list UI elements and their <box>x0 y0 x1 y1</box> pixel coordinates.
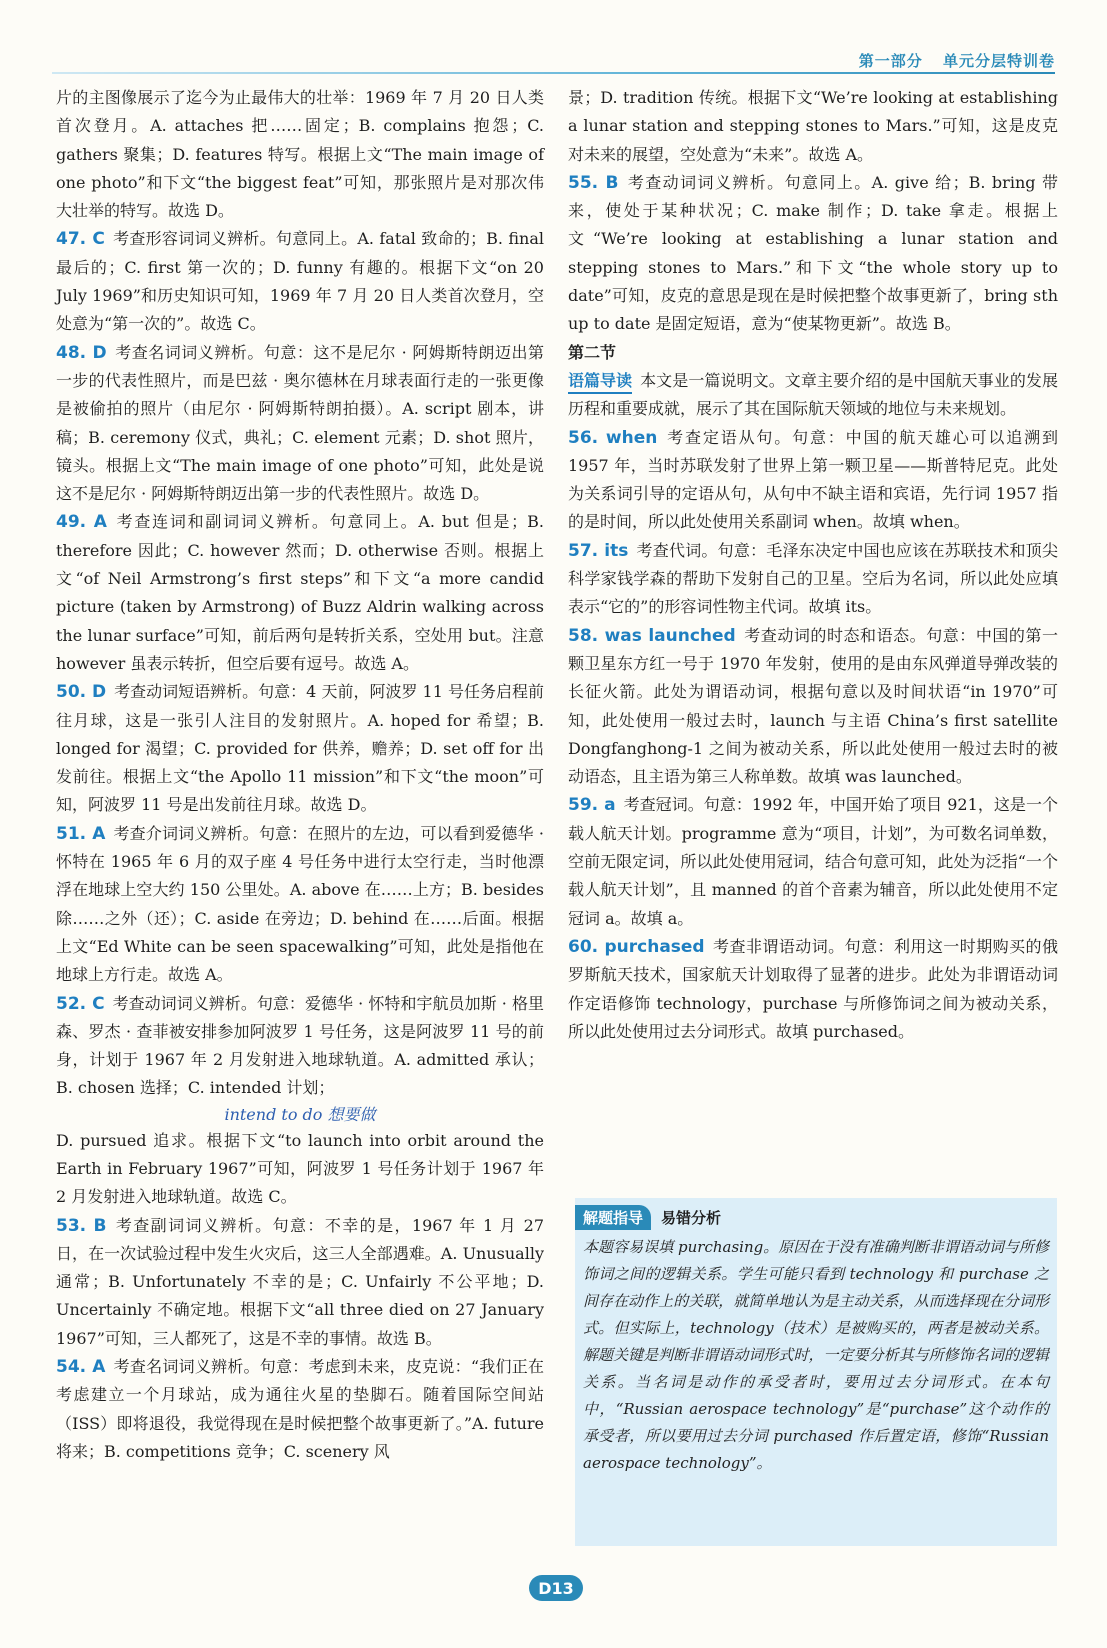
question-number: 52. C <box>56 993 105 1014</box>
question-number: 59. a <box>568 795 616 816</box>
question-number: 54. A <box>56 1357 106 1378</box>
answer-paragraph <box>568 791 1058 932</box>
reading-guide-tag: 语篇导读 <box>568 370 632 394</box>
tip-header <box>575 1204 721 1230</box>
right-column <box>568 84 1058 1046</box>
answer-paragraph <box>56 1127 544 1212</box>
answer-paragraph <box>56 508 544 678</box>
answer-paragraph <box>568 537 1058 622</box>
answer-text: 考查连词和副词词义辨析。句意同上。A. but 但是；B. therefore 因此；C. however 然而；D. otherwise 否则。根据上文“of Neil Armstrong’s first steps”和下文“a more candid picture (taken by Armstrong) of Buzz Aldrin walking across the lunar surface”可知，前后两句是转折关系，空处用 but。注意 however 虽表示转折，但空后要有逗号。故选 A。 <box>56 512 544 673</box>
tip-body: 本题容易误填 purchasing。原因在于没有准确判断非谓语动词与所修饰词之间的逻辑关系。学生可能只看到 technology 和 purchase 之间存在动作上的关联，就简单地认为是主动关系，从而选择现在分词形式。但实际上，technology（技术）是被购买的，两者是被动关系。解题关键是判断非谓语动词形式时，一定要分析其与所修饰名词的逻辑关系。当名词是动作的承受者时，要用过去分词形式。在本句中，“Russian aerospace technology”是“purchase”这个动作的承受者，所以要用过去分词 purchased 作后置定语，修饰“Russian aerospace technology”。 <box>583 1238 1049 1472</box>
answer-text: 考查冠词。句意：1992 年，中国开始了项目 921，这是一个载人航天计划。programme 意为“项目，计划”，为可数名词单数，空前无限定词，所以此处使用冠词，结合句意可知，此处为泛指“一个载人航天计划”，且 manned 的首个音素为辅音，所以此处使用不定冠词 a。故填 a。 <box>568 795 1058 928</box>
answer-text: 片的主图像展示了迄今为止最伟大的壮举：1969 年 7 月 20 日人类首次登月。A. attaches 把……固定；B. complains 抱怨；C. gathers 聚集；D. features 特写。根据上文“The main image of one photo”和下文“the biggest feat”可知，那张照片是对那次伟大壮举的特写。故选 D。 <box>56 88 544 221</box>
answer-text: 考查动词短语辨析。句意：4 天前，阿波罗 11 号任务启程前往月球，这是一张引人注目的发射照片。A. hoped for 希望；B. longed for 渴望；C. provided for 供养，赡养；D. set off for 出发前往。根据上文“the Apollo 11 mission”和下文“the moon”可知，阿波罗 11 号是出发前往月球。故选 D。 <box>56 682 544 815</box>
answer-text: D. pursued 追求。根据下文“to launch into orbit around the Earth in February 1967”可知，阿波罗 1 号任务计划于 1967 年 2 月发射进入地球轨道。故选 C。 <box>56 1130 544 1207</box>
question-number: 50. D <box>56 682 107 703</box>
left-column <box>56 84 544 1466</box>
question-number: 60. purchased <box>568 936 705 957</box>
question-number: 47. C <box>56 229 105 250</box>
tip-box <box>575 1198 1057 1546</box>
answer-paragraph <box>568 367 1058 424</box>
tip-subtitle: 易错分析 <box>661 1208 722 1227</box>
section-title: 第二节 <box>568 342 617 362</box>
answer-text: 考查名词词义辨析。句意：考虑到未来，皮克说：“我们正在考虑建立一个月球站，成为通往火星的垫脚石。随着国际空间站（ISS）即将退役，我觉得现在是时候把整个故事更新了。”A. future 将来；B. competitions 竞争；C. scenery 风 <box>56 1357 544 1461</box>
page-number: D13 <box>529 1575 583 1601</box>
answer-text: 考查代词。句意：毛泽东决定中国也应该在苏联技术和顶尖科学家钱学森的帮助下发射自己的卫星。空后为名词，所以此处应填表示“它的”的形容词性物主代词。故填 its。 <box>568 540 1058 617</box>
question-number: 56. when <box>568 427 658 448</box>
answer-paragraph <box>56 1212 544 1353</box>
answer-text: 景；D. tradition 传统。根据下文“We’re looking at establishing a lunar station and stepping stones to Mars.”可知，这是皮克对未来的展望，空处意为“未来”。故选 A。 <box>568 88 1058 164</box>
answer-paragraph <box>568 169 1058 339</box>
page-header <box>0 0 1107 70</box>
header-text <box>845 50 1055 71</box>
answer-text: 本文是一篇说明文。文章主要介绍的是中国航天事业的发展历程和重要成就，展示了其在国际航天领域的地位与未来规划。 <box>568 370 1058 419</box>
answer-text: 考查非谓语动词。句意：利用这一时期购买的俄罗斯航天技术，国家航天计划取得了显著的进步。此处为非谓语动词作定语修饰 technology，purchase 与所修饰词之间为被动关系，所以此处使用过去分词形式。故填 purchased。 <box>568 936 1058 1041</box>
answer-text: 考查定语从句。句意：中国的航天雄心可以追溯到 1957 年，当时苏联发射了世界上第一颗卫星——斯普特尼克。此处为关系词引导的定语从句，从句中不缺主语和宾语，先行词 1957 指的是时间，所以此处使用关系副词 when。故填 when。 <box>568 427 1058 532</box>
answer-paragraph <box>56 84 544 225</box>
question-number: 53. B <box>56 1215 107 1236</box>
answer-paragraph <box>56 1353 544 1466</box>
answer-paragraph <box>56 678 544 819</box>
header-title: 单元分层特训卷 <box>942 52 1055 70</box>
answer-paragraph <box>568 424 1058 537</box>
answer-text: 考查副词词义辨析。句意：不幸的是，1967 年 1 月 27 日，在一次试验过程中发生火灾后，这三人全部遇难。A. Unusually 通常；B. Unfortunately 不幸的是；C. Unfairly 不公平地；D. Uncertainly 不确定地。根据下文“all three died on 27 January 1967”可知，三人都死了，这是不幸的事情。故选 B。 <box>56 1215 544 1348</box>
answer-text: 考查动词词义辨析。句意同上。A. give 给；B. bring 带来，使处于某种状况；C. make 制作；D. take 拿走。根据上文“We’re looking at establishing a lunar station and stepping stones to Mars.”和下文“the whole story up to date”可知，皮克的意思是现在是时候把整个故事更新了，bring sth up to date 是固定短语，意为“使某物更新”。故选 B。 <box>568 172 1058 334</box>
answer-paragraph <box>56 339 544 509</box>
answer-text: 考查形容词词义辨析。句意同上。A. fatal 致命的；B. final 最后的；C. first 第一次的；D. funny 有趣的。根据下文“on 20 July 1969”和历史知识可知，1969 年 7 月 20 日人类首次登月，空处意为“第一次的”。故选 C。 <box>56 229 544 334</box>
answer-paragraph <box>568 622 1058 792</box>
answer-text: 考查名词词义辨析。句意：这不是尼尔 · 阿姆斯特朗迈出第一步的代表性照片，而是巴兹 · 奥尔德林在月球表面行走的一张更像是被偷拍的照片（由尼尔 · 阿姆斯特朗拍摄）。A. script 剧本，讲稿；B. ceremony 仪式，典礼；C. element 元素；D. shot 照片，镜头。根据上文“The main image of one photo”可知，此处是说这不是尼尔 · 阿姆斯特朗迈出第一步的代表性照片。故选 D。 <box>56 342 544 504</box>
answer-paragraph <box>56 225 544 338</box>
question-number: 57. its <box>568 540 629 561</box>
question-number: 51. A <box>56 823 106 844</box>
answer-text: 考查动词的时态和语态。句意：中国的第一颗卫星东方红一号于 1970 年发射，使用的是由东风弹道导弹改装的长征火箭。此处为谓语动词，根据句意以及时间状语“in 1970”可知，此处使用一般过去时，launch 与主语 China’s first satellite Dongfanghong-1 之间为被动关系，所以此处使用一般过去时的被动语态，且主语为第三人称单数。故填 was launched。 <box>568 625 1058 787</box>
answer-text: 考查动词词义辨析。句意：爱德华 · 怀特和宇航员加斯 · 格里森、罗杰 · 查菲被安排参加阿波罗 1 号任务，这是阿波罗 11 号的前身，计划于 1967 年 2 月发射进入地球轨道。A. admitted 承认；B. chosen 选择；C. intended 计划； <box>56 993 544 1098</box>
header-divider <box>52 72 1055 74</box>
handwritten-note: intend to do 想要做 <box>224 1104 376 1124</box>
question-number: 48. D <box>56 342 107 363</box>
answer-text: 考查介词词义辨析。句意：在照片的左边，可以看到爱德华 · 怀特在 1965 年 6 月的双子座 4 号任务中进行太空行走，当时他漂浮在地球上空大约 150 公里处。A. above 在……上方；B. besides 除……之外（还）；C. aside 在旁边；D. behind 在……后面。根据上文“Ed White can be seen spacewalking”可知，此处是指他在地球上方行走。故选 A。 <box>56 823 544 985</box>
question-number: 49. A <box>56 512 107 533</box>
answer-paragraph <box>56 990 544 1103</box>
question-number: 55. B <box>568 172 619 193</box>
answer-paragraph <box>56 820 544 990</box>
question-number: 58. was launched <box>568 625 736 646</box>
answer-paragraph <box>568 84 1058 169</box>
header-part: 第一部分 <box>858 52 923 70</box>
answer-paragraph <box>568 933 1058 1046</box>
tip-tag: 解题指导 <box>575 1205 651 1230</box>
